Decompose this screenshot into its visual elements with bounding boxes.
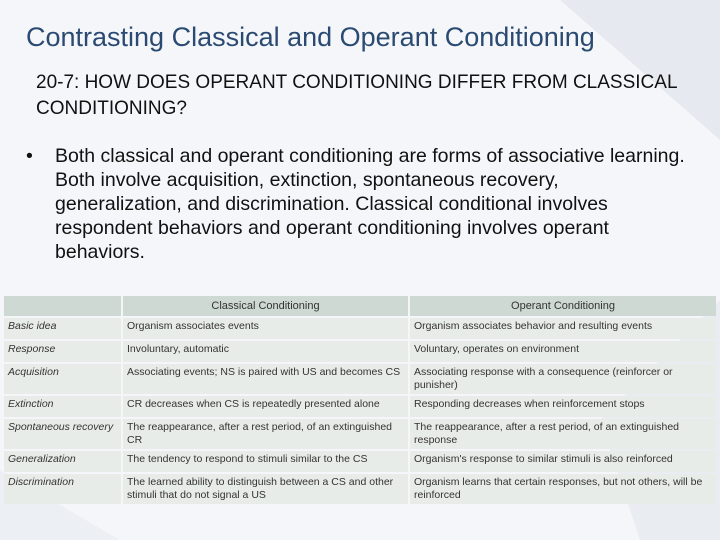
bullet-point [26,144,686,264]
table-row [4,341,716,362]
row-label: Discrimination [4,474,121,504]
operant-cell: Voluntary, operates on environment [410,341,716,362]
row-label: Response [4,341,121,362]
operant-cell: The reappearance, after a rest period, of an extinguished response [410,419,716,449]
table-header-row [4,296,716,316]
table-row [4,419,716,449]
slide-title: Contrasting Classical and Operant Conditioning [26,22,595,52]
bullet-text: Both classical and operant conditioning are forms of associative learning. Both involve acquisition, extinction, spontaneous recovery, generalization, and discrimination. Classical conditional involves respondent behaviors and operant conditioning involves operant behaviors. [55,145,685,263]
classical-cell: The tendency to respond to stimuli similar to the CS [123,451,408,472]
classical-cell: Organism associates events [123,318,408,339]
table-row [4,451,716,472]
table-row [4,474,716,504]
operant-cell: Organism learns that certain responses, but not others, will be reinforced [410,474,716,504]
operant-cell: Organism associates behavior and resulting events [410,318,716,339]
row-label: Basic idea [4,318,121,339]
classical-cell: CR decreases when CS is repeatedly presented alone [123,396,408,417]
table-header-operant: Operant Conditioning [410,296,716,316]
table-header-classical: Classical Conditioning [123,296,408,316]
comparison-table [2,294,718,506]
classical-cell: The reappearance, after a rest period, of an extinguished CR [123,419,408,449]
classical-cell: The learned ability to distinguish between a CS and other stimuli that do not signal a US [123,474,408,504]
row-label: Generalization [4,451,121,472]
slide-subtitle: 20-7: HOW DOES OPERANT CONDITIONING DIFFER FROM CLASSICAL CONDITIONING? [36,72,677,119]
row-label: Acquisition [4,364,121,394]
classical-cell: Associating events; NS is paired with US and becomes CS [123,364,408,394]
table-row [4,364,716,394]
classical-cell: Involuntary, automatic [123,341,408,362]
row-label: Extinction [4,396,121,417]
row-label: Spontaneous recovery [4,419,121,449]
bullet-icon: • [26,145,33,167]
operant-cell: Responding decreases when reinforcement stops [410,396,716,417]
table-row [4,318,716,339]
table-header-corner [4,296,121,316]
operant-cell: Associating response with a consequence (reinforcer or punisher) [410,364,716,394]
table-row [4,396,716,417]
operant-cell: Organism's response to similar stimuli is also reinforced [410,451,716,472]
